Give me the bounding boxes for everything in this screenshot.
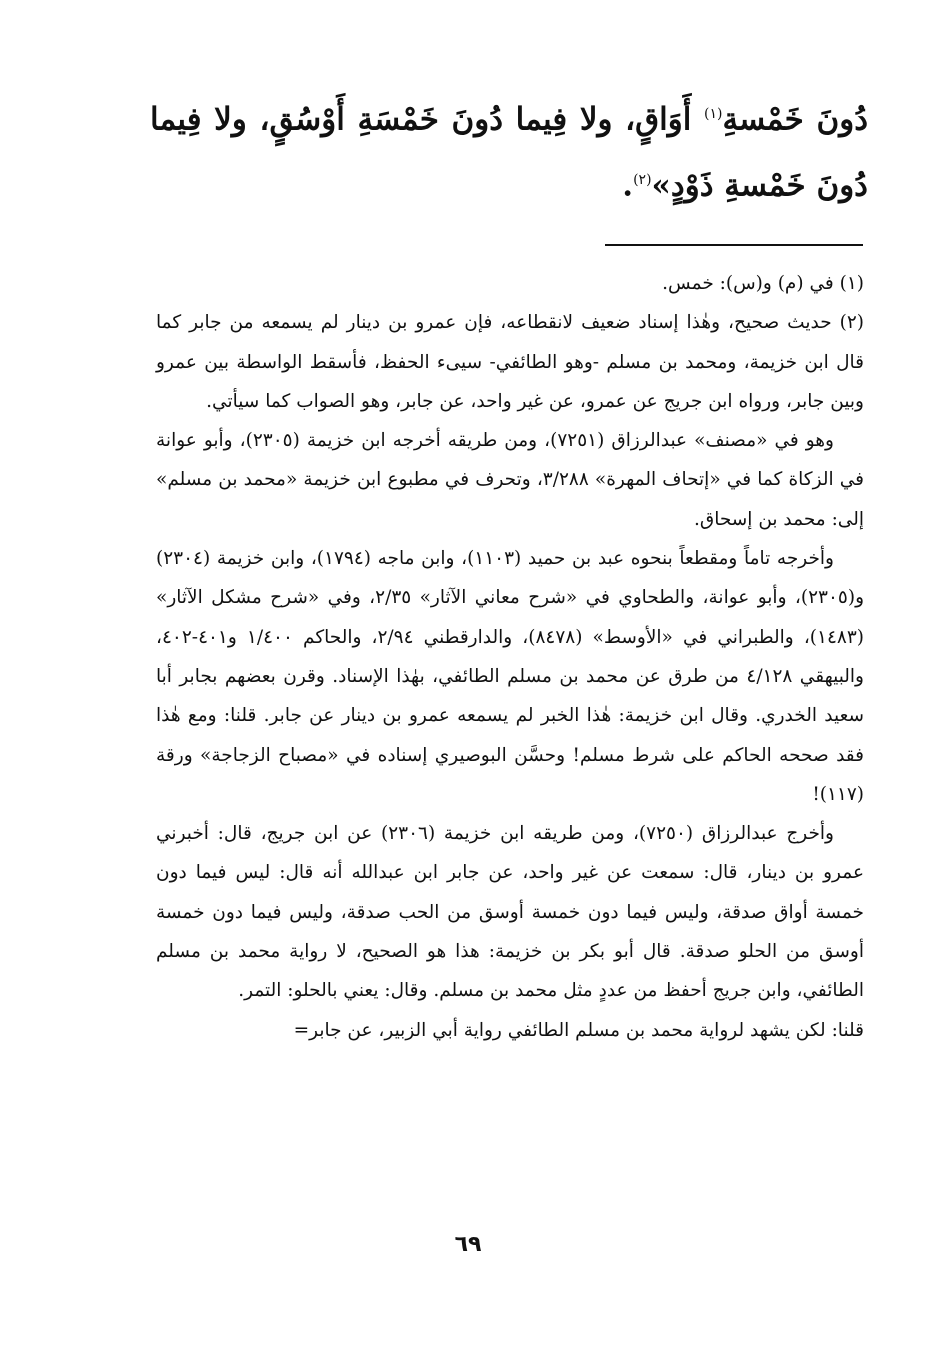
footnotes (156, 264, 864, 1050)
footnote-separator (605, 244, 863, 246)
footnote-2: (٢) حديث صحيح، وهٰذا إسناد ضعيف لانقطاعه، فإن عمرو بن دينار لم يسمعه من جابر كما قال ابن خزيمة، ومحمد بن مسلم -وهو الطائفي- سيىء الحفظ، فأسقط الواسطة بين عمرو وبين جابر، ورواه ابن جريج عن عمرو، عن غير واحد، عن جابر، وهو الصواب كما سيأتي. (156, 312, 864, 412)
footnote-ref-2: (٢) (633, 172, 652, 189)
main-text (150, 84, 868, 217)
main-text-part-3: . (622, 167, 634, 204)
main-text-part-2: أَوَاقٍ، ولا فِيما دُونَ خَمْسَةِ أَوْسُقٍ، ولا فِيما دُونَ خَمْسةِ ذَوْدٍ» (150, 101, 868, 204)
footnote-2-paragraph-2: وهو في «مصنف» عبدالرزاق (٧٢٥١)، ومن طريقه أخرجه ابن خزيمة (٢٣٠٥)، وأبو عوانة في الزكاة كما في «إتحاف المهرة» ٣/٢٨٨، وتحرف في مطبوع ابن خزيمة «محمد بن مسلم» إلى: محمد بن إسحاق. (156, 430, 864, 530)
page-number: ٦٩ (454, 1232, 482, 1257)
main-text-part-1: دُونَ خَمْسةِ (722, 101, 868, 138)
footnote-2-paragraph-4: وأخرج عبدالرزاق (٧٢٥٠)، ومن طريقه ابن خزيمة (٢٣٠٦) عن ابن جريج، قال: أخبرني عمرو بن دينار، قال: سمعت عن غير واحد، عن جابر ابن عبدالله أنه قال: ليس فيما دون خمسة أواق صدقة، وليس فيما دون خمسة أوسق من الحب صدقة، وليس فيما دون خمسة أوسق من الحلو صدقة. قال أبو بكر بن خزيمة: هذا هو الصحيح، لا رواية محمد بن مسلم الطائفي، وابن جريج أحفظ من عددٍ مثل محمد بن مسلم. وقال: يعني بالحلو: التمر. (156, 823, 864, 1002)
footnote-1: (١) في (م) و(س): خمس. (662, 273, 864, 294)
footnote-ref-1: (١) (704, 106, 723, 122)
footnote-2-paragraph-3: وأخرجه تاماً ومقطعاً بنحوه عبد بن حميد (١١٠٣)، وابن ماجه (١٧٩٤)، وابن خزيمة (٢٣٠٤) و(٢٣٠٥)، وأبو عوانة، والطحاوي في «شرح معاني الآثار» ٢/٣٥، وفي «شرح مشكل الآثار» (١٤٨٣)، والطبراني في «الأوسط» (٨٤٧٨)، والدارقطني ٢/٩٤، والحاكم ١/٤٠٠ و٤٠١-٤٠٢، والبيهقي ٤/١٢٨ من طرق عن محمد بن مسلم الطائفي، بهٰذا الإسناد. وقرن بعضهم بجابر أبا سعيد الخدري. وقال ابن خزيمة: هٰذا الخبر لم يسمعه عمرو بن دينار عن جابر. قلنا: ومع هٰذا فقد صححه الحاكم على شرط مسلم! وحسَّن البوصيري إسناده في «مصباح الزجاجة» ورقة (١١٧)! (156, 548, 865, 805)
footnote-2-paragraph-5: قلنا: لكن يشهد لرواية محمد بن مسلم الطائفي رواية أبي الزبير، عن جابر= (293, 1019, 864, 1041)
